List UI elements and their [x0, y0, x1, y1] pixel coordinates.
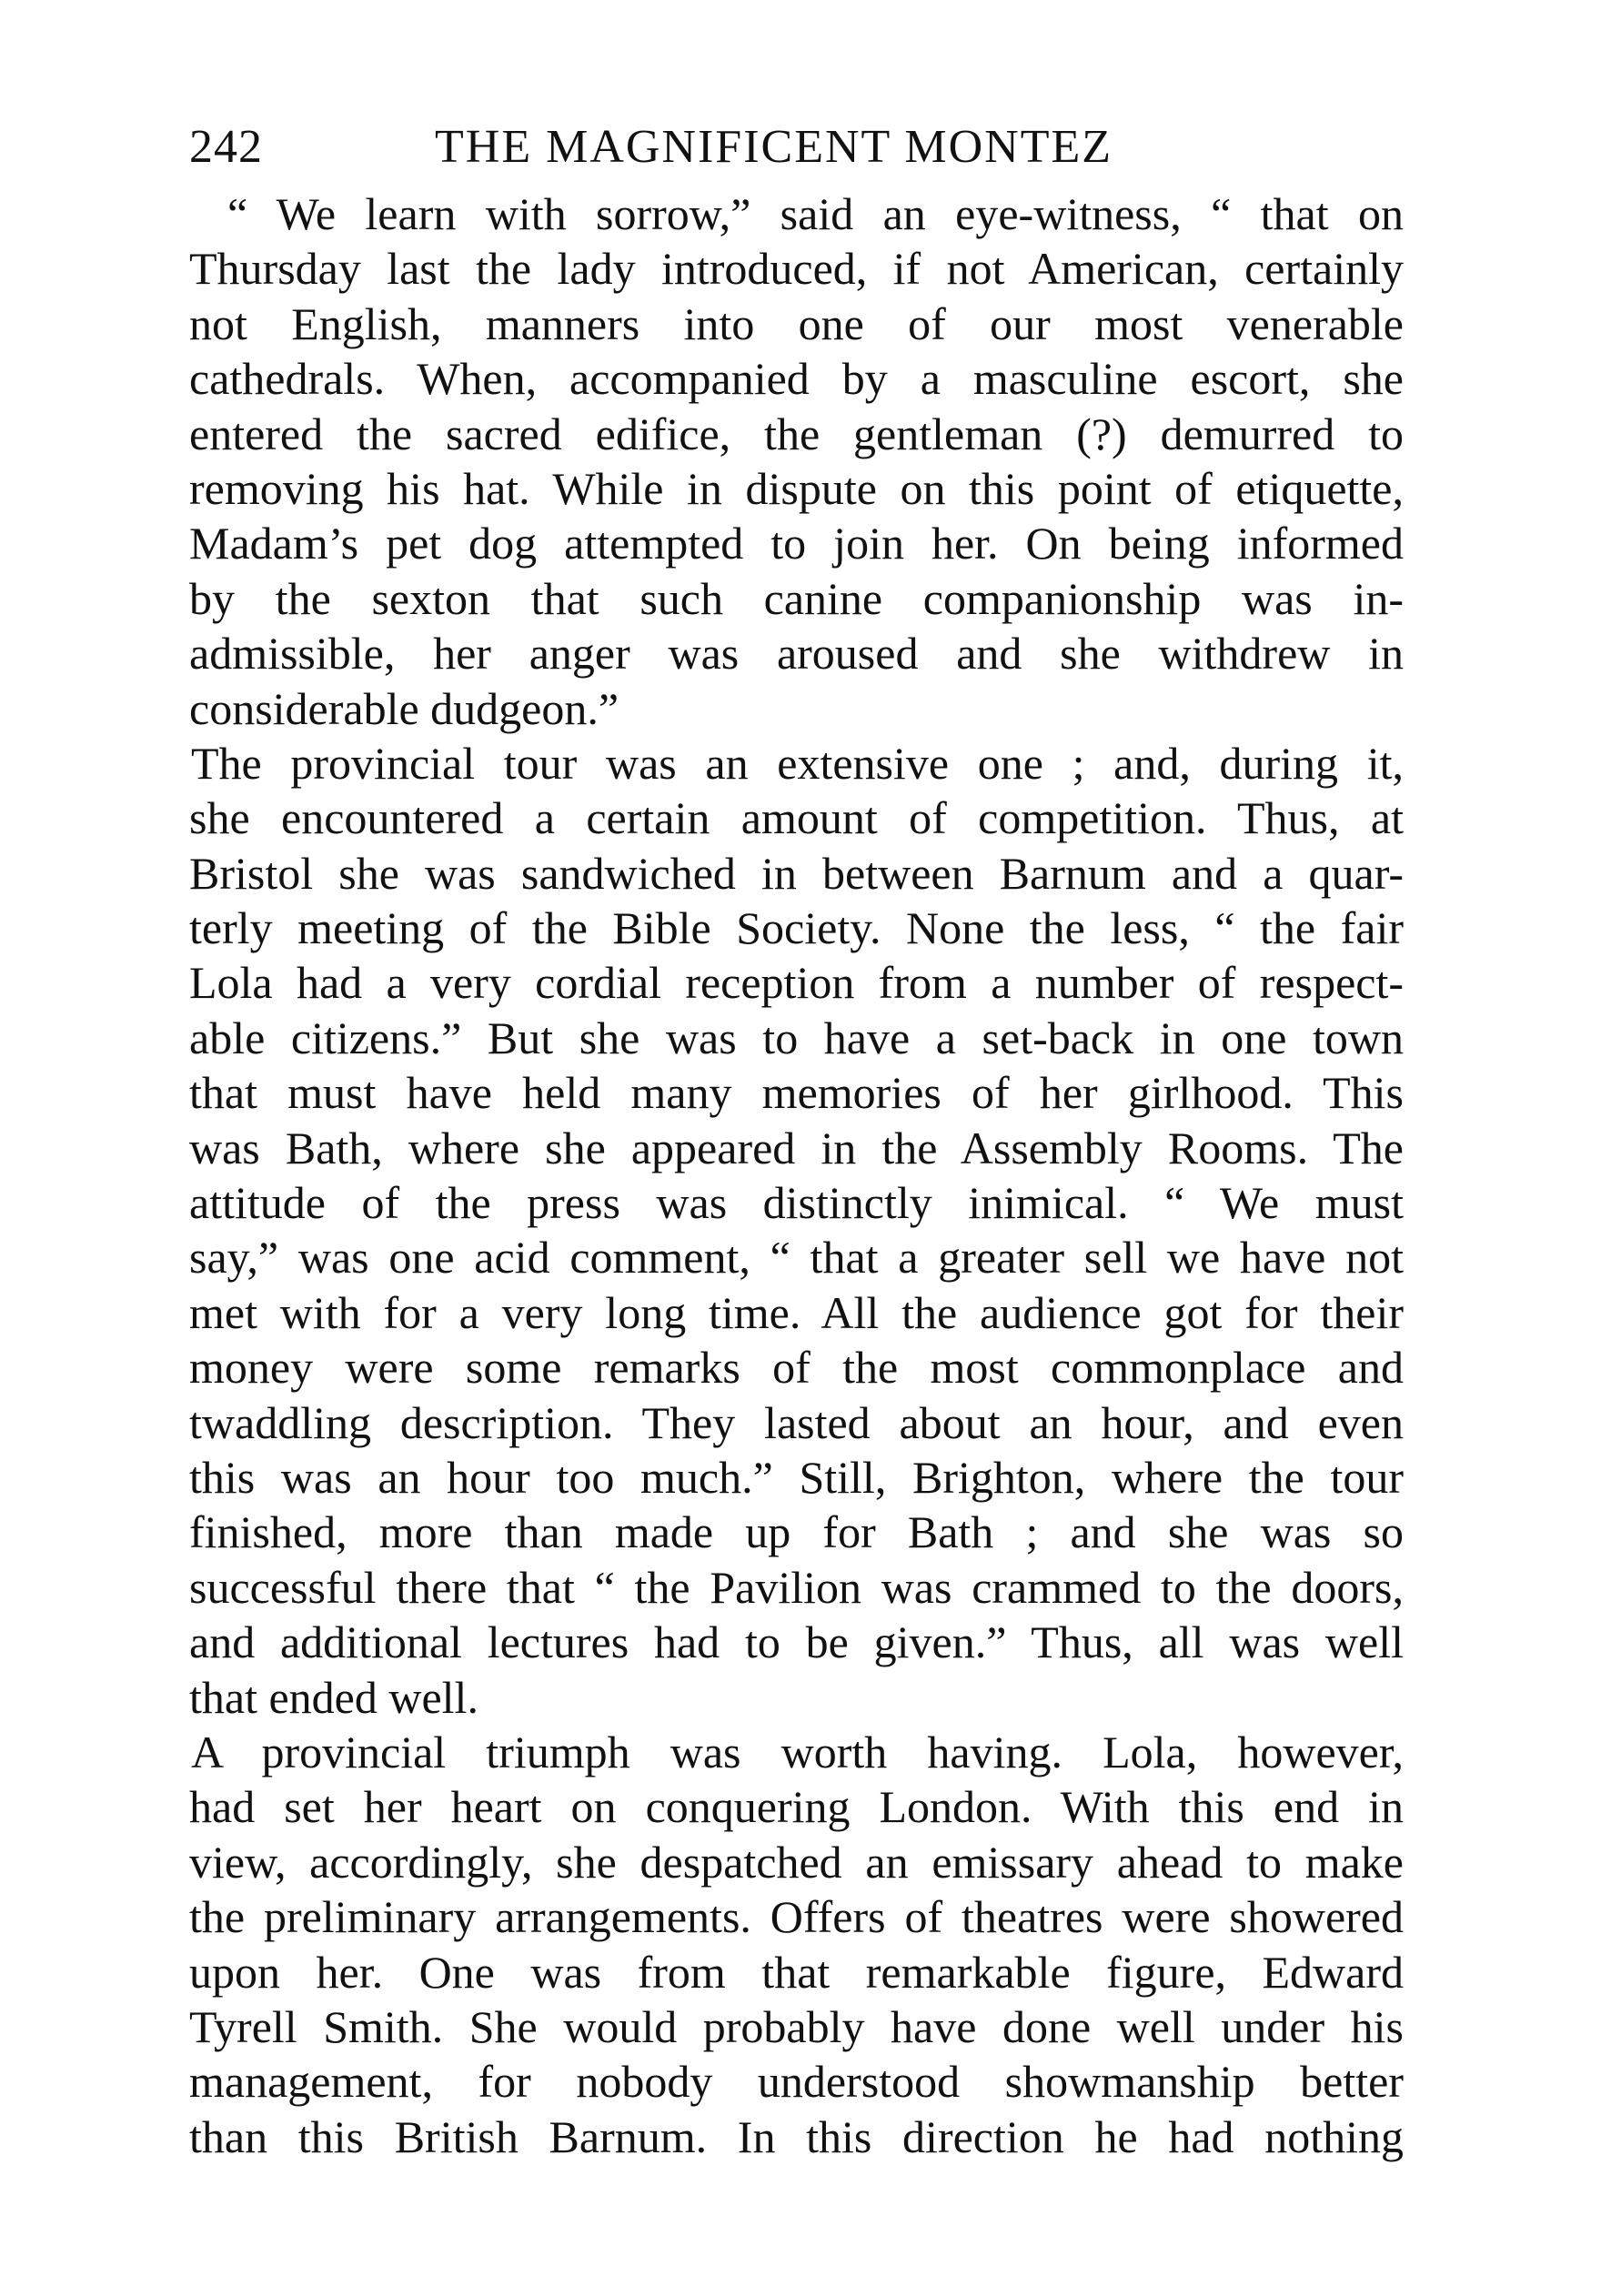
- text-line: able citizens.” But she was to have a set-back in one town: [189, 1012, 1404, 1063]
- text-line: that ended well.: [189, 1671, 478, 1723]
- paragraph-2: [189, 736, 1404, 1725]
- text-line: admissible, her anger was aroused and she withdrew in: [189, 628, 1404, 680]
- text-line: “ We learn with sorrow,” said an eye-witness, “ that on: [227, 188, 1404, 239]
- text-line: that must have held many memories of her girlhood. This: [189, 1067, 1404, 1119]
- text-line: view, accordingly, she despatched an emissary ahead to make: [189, 1836, 1404, 1888]
- text-line: A provincial triumph was worth having. Lola, however,: [191, 1726, 1404, 1777]
- text-line: The provincial tour was an extensive one ; and, during it,: [191, 737, 1404, 789]
- text-line: and additional lectures had to be given.” Thus, all was well: [189, 1616, 1404, 1668]
- text-line: Madam’s pet dog attempted to join her. On being informed: [189, 518, 1404, 569]
- text-line: removing his hat. While in dispute on this point of etiquette,: [189, 462, 1404, 514]
- text-line: had set her heart on conquering London. With this end in: [189, 1781, 1404, 1833]
- text-line: cathedrals. When, accompanied by a masculine escort, she: [189, 353, 1404, 405]
- text-line: money were some remarks of the most commonplace and: [189, 1342, 1404, 1394]
- text-line: Thursday last the lady introduced, if not American, certainly: [189, 243, 1404, 295]
- paragraph-3: [189, 1725, 1404, 2164]
- text-line: was Bath, where she appeared in the Assembly Rooms. The: [189, 1122, 1404, 1173]
- text-line: attitude of the press was distinctly inimical. “ We must: [189, 1177, 1404, 1229]
- text-line: she encountered a certain amount of competition. Thus, at: [189, 792, 1404, 844]
- text-line: terly meeting of the Bible Society. None the less, “ the fair: [189, 902, 1404, 954]
- body-text: [189, 186, 1404, 2164]
- page-number: 242: [189, 121, 263, 173]
- text-line: this was an hour too much.” Still, Brighton, where the tour: [189, 1451, 1404, 1503]
- text-line: the preliminary arrangements. Offers of theatres were showered: [189, 1891, 1404, 1943]
- text-line: twaddling description. They lasted about an hour, and even: [189, 1396, 1404, 1448]
- text-line: finished, more than made up for Bath ; and she was so: [189, 1506, 1404, 1558]
- text-line: than this British Barnum. In this direction he had nothing: [189, 2110, 1404, 2162]
- text-line: not English, manners into one of our most venerable: [189, 297, 1404, 349]
- text-line: successful there that “ the Pavilion was crammed to the doors,: [189, 1561, 1404, 1613]
- text-line: met with for a very long time. All the audience got for their: [189, 1286, 1404, 1338]
- text-line: upon her. One was from that remarkable figure, Edward: [189, 1946, 1404, 1998]
- text-line: by the sexton that such canine companionship was in-: [189, 572, 1404, 624]
- text-line: considerable dudgeon.”: [189, 682, 619, 734]
- text-line: management, for nobody understood showmanship better: [189, 2056, 1404, 2108]
- running-title: THE MAGNIFICENT MONTEZ: [435, 121, 1113, 173]
- paragraph-1: [189, 186, 1404, 736]
- text-line: say,” was one acid comment, “ that a greater sell we have not: [189, 1232, 1404, 1284]
- page-header: [189, 111, 1404, 184]
- text-line: Bristol she was sandwiched in between Barnum and a quar-: [189, 847, 1404, 899]
- text-line: Tyrell Smith. She would probably have done well under his: [189, 2000, 1404, 2052]
- text-line: entered the sacred edifice, the gentleman (?) demurred to: [189, 408, 1404, 459]
- text-line: Lola had a very cordial reception from a number of respect-: [189, 957, 1404, 1009]
